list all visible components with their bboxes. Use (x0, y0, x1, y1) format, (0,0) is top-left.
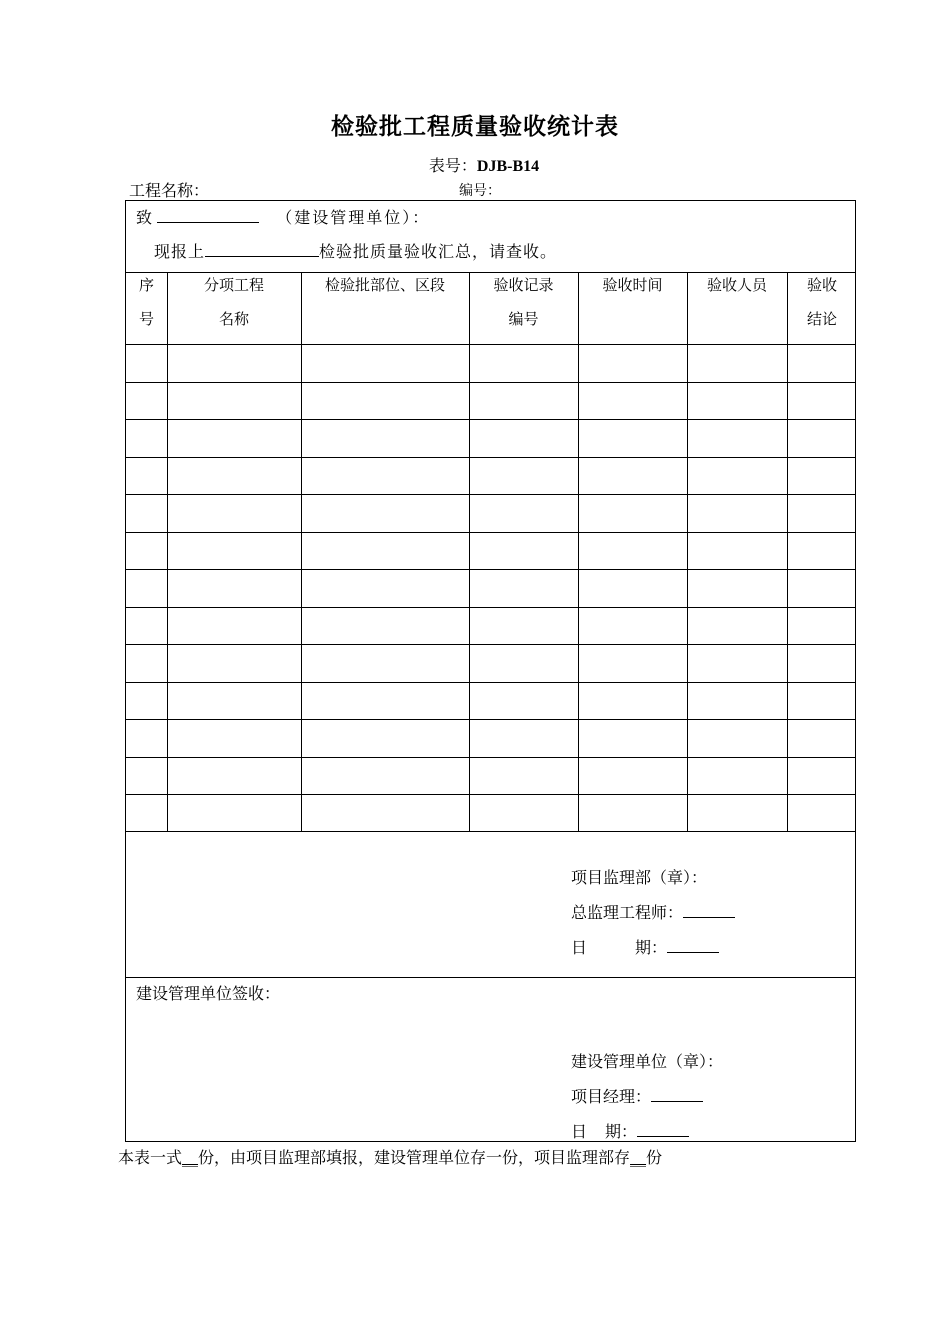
header-record-line1: 验收记录 (493, 276, 554, 294)
row-line (126, 644, 855, 645)
form-number (0, 153, 950, 176)
header-bottom-line (126, 344, 855, 345)
owner-unit: 建设管理单位（章）： (571, 1052, 724, 1071)
row-line (126, 719, 855, 720)
recipient-blank[interactable] (157, 208, 259, 223)
report-prefix: 现报上 (154, 242, 206, 261)
col-divider (167, 272, 168, 831)
owner-date-blank[interactable] (637, 1122, 689, 1137)
col-divider (787, 272, 788, 831)
table-bottom-line (126, 831, 855, 832)
form-box (125, 200, 856, 1142)
col-divider (469, 272, 470, 831)
project-name-label: 工程名称： (129, 181, 210, 200)
header-seq-line1: 序 (138, 276, 154, 294)
row-line (126, 757, 855, 758)
header-record-line2: 编号 (508, 310, 539, 328)
supervision-date-line (571, 935, 719, 958)
row-line (126, 794, 855, 795)
form-number-code: DJB-B14 (476, 158, 540, 175)
section-divider (126, 977, 855, 978)
col-divider (301, 272, 302, 831)
chief-engineer-line (571, 900, 735, 923)
report-blank[interactable] (205, 242, 319, 257)
supervision-date-label-b: 期： (635, 938, 668, 957)
header-seq (126, 268, 167, 336)
page-title: 检验批工程质量验收统计表 (331, 114, 619, 140)
address-line (136, 205, 430, 228)
footer-part1: 本表一式 (118, 1148, 183, 1167)
address-prefix: 致 (136, 208, 153, 227)
header-time (578, 268, 687, 302)
owner-date-line (571, 1119, 689, 1142)
project-manager-line (571, 1084, 703, 1107)
supervision-date-blank[interactable] (667, 938, 719, 953)
header-subitem (167, 268, 301, 336)
row-line (126, 532, 855, 533)
form-number-label: 表号： (428, 156, 477, 175)
report-suffix: 检验批质量验收汇总，请查收。 (319, 242, 558, 261)
footer-part3: 份 (646, 1148, 663, 1167)
owner-date-label-b: 期： (605, 1122, 638, 1141)
header-conclusion-line1: 验收 (806, 276, 837, 294)
header-seq-line2: 号 (138, 310, 154, 328)
project-manager-blank[interactable] (651, 1087, 703, 1102)
serial-number-label: 编号： (459, 183, 501, 199)
row-line (126, 419, 855, 420)
footer-copies-blank[interactable]: __ (182, 1148, 199, 1167)
header-personnel-line1: 验收人员 (706, 276, 767, 294)
header-personnel (687, 268, 787, 302)
header-location (301, 268, 469, 302)
footer-note (118, 1145, 662, 1168)
project-manager-label: 项目经理： (571, 1087, 652, 1106)
row-line (126, 607, 855, 608)
header-subitem-line2: 名称 (218, 310, 249, 328)
col-divider (687, 272, 688, 831)
row-line (126, 457, 855, 458)
row-line (126, 569, 855, 570)
header-time-line1: 验收时间 (602, 276, 663, 294)
chief-engineer-blank[interactable] (683, 903, 735, 918)
header-subitem-line1: 分项工程 (203, 276, 264, 294)
owner-receipt: 建设管理单位签收： (136, 984, 281, 1003)
col-divider (578, 272, 579, 831)
header-location-line1: 检验批部位、区段 (324, 276, 445, 294)
supervision-date-label-a: 日 (571, 938, 588, 957)
header-conclusion (787, 268, 857, 336)
footer-part2: 份，由项目监理部填报，建设管理单位存一份，项目监理部存 (198, 1148, 631, 1167)
row-line (126, 382, 855, 383)
row-line (126, 494, 855, 495)
owner-date-label-a: 日 (571, 1122, 588, 1141)
header-record-no (469, 268, 578, 336)
header-conclusion-line2: 结论 (806, 310, 837, 328)
footer-copies-blank-2[interactable]: __ (630, 1148, 647, 1167)
supervision-dept: 项目监理部（章）： (571, 868, 708, 887)
row-line (126, 682, 855, 683)
chief-engineer-label: 总监理工程师： (571, 903, 684, 922)
report-line (154, 239, 557, 262)
address-suffix: （建设管理单位）： (276, 208, 431, 227)
